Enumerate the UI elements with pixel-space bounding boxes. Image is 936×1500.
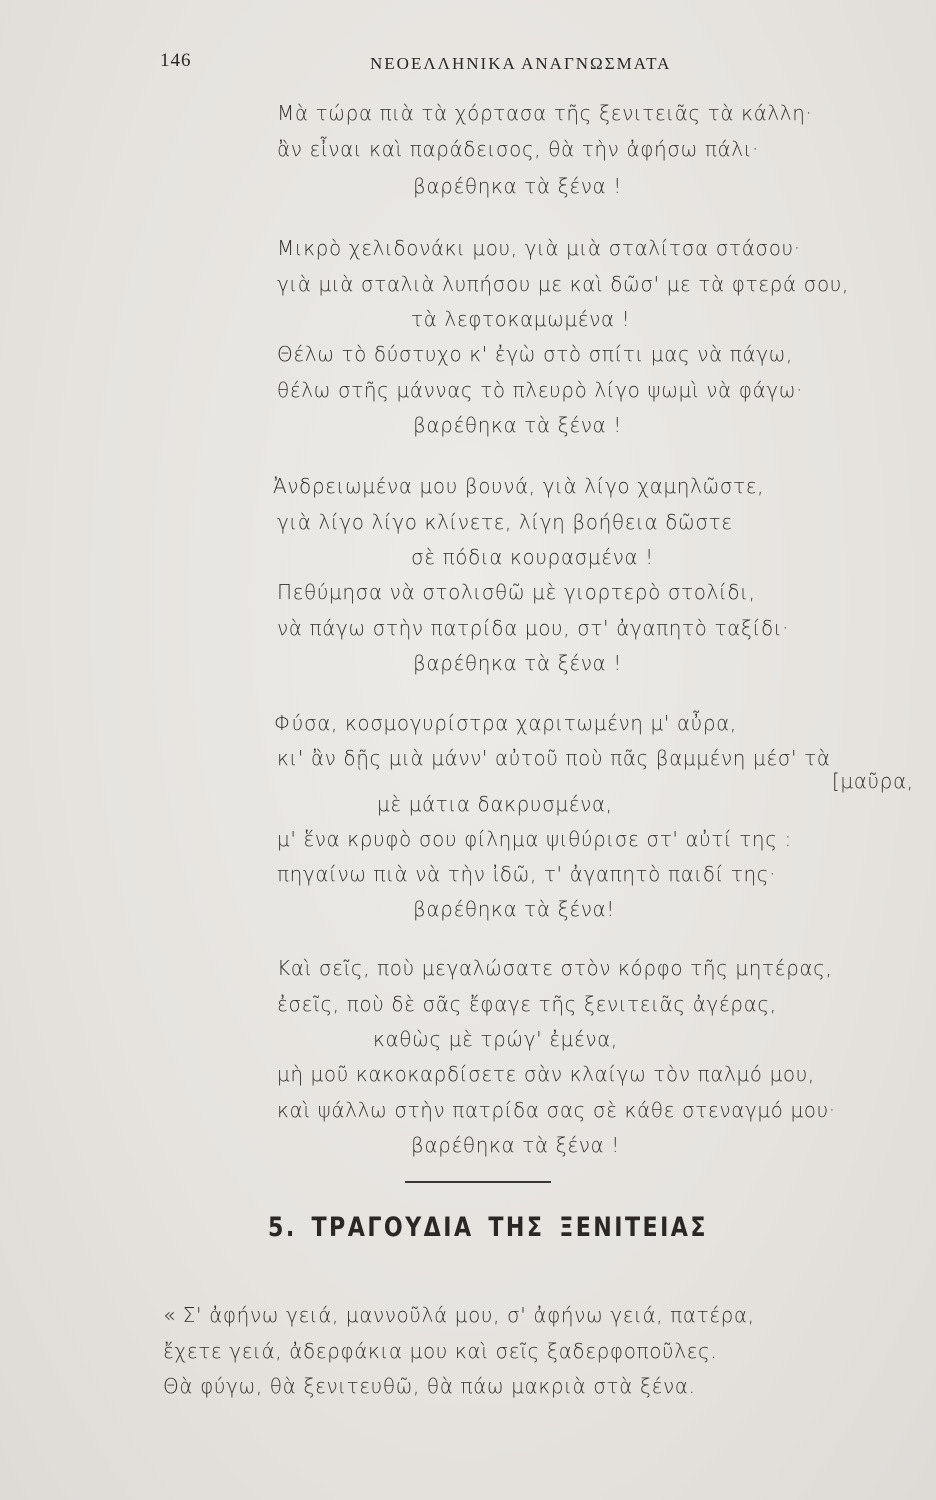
song-line: Θὰ φύγω, θὰ ξενιτευθῶ, θὰ πάω μακριὰ στὰ ξένα.	[163, 1374, 696, 1398]
poem-line: καὶ ψάλλω στὴν πατρίδα σας σὲ κάθε στεναγμό μου·	[277, 1098, 836, 1122]
poem-refrain: τὰ λεφτοκαμωμένα !	[411, 307, 631, 331]
poem-line: κι' ἂν δῇς μιὰ μάνν' αὐτοῦ ποὺ πᾶς βαμμένη μέσ' τὰ	[277, 746, 831, 770]
poem-refrain: βαρέθηκα τὰ ξένα !	[413, 413, 622, 437]
section-title-word: ΤΗΣ	[488, 1212, 545, 1243]
poem-line: θέλω στῆς μάννας τὸ πλευρὸ λίγο ψωμὶ νὰ φάγω·	[277, 378, 804, 402]
poem-line: πηγαίνω πιὰ νὰ τὴν ἰδῶ, τ' ἀγαπητὸ παιδί της·	[277, 862, 777, 886]
poem-line: νὰ πάγω στὴν πατρίδα μου, στ' ἀγαπητὸ ταξίδι·	[277, 616, 790, 640]
running-head: ΝΕΟΕΛΛΗΝΙΚΑ ΑΝΑΓΝΩΣΜΑΤΑ	[370, 54, 672, 73]
poem-line: ἂν εἶναι καὶ παράδεισος, θὰ τὴν ἀφήσω πάλι·	[277, 137, 760, 161]
poem-refrain: καθὼς μὲ τρώγ' ἐμένα,	[373, 1027, 618, 1051]
section-title-word: ΤΡΑΓΟΥΔΙΑ	[311, 1212, 474, 1243]
page-header	[0, 50, 936, 80]
poem-line: Μικρὸ χελιδονάκι μου, γιὰ μιὰ σταλίτσα στάσου·	[277, 236, 801, 260]
poem-line-continuation: [μαῦρα,	[832, 769, 914, 793]
song-line: « Σ' ἀφήνω γειά, μαννοῦλά μου, σ' ἀφήνω γειά, πατέρα,	[163, 1303, 755, 1327]
poem-line: Θέλω τὸ δύστυχο κ' ἐγὼ στὸ σπίτι μας νὰ πάγω,	[277, 342, 793, 366]
poem-refrain: βαρέθηκα τὰ ξένα !	[413, 174, 622, 198]
poem-line: Μὰ τώρα πιὰ τὰ χόρτασα τῆς ξενιτειᾶς τὰ κάλλη·	[277, 101, 813, 125]
poem-refrain: βαρέθηκα τὰ ξένα!	[413, 897, 615, 921]
poem-refrain: σὲ πόδια κουρασμένα !	[411, 545, 654, 569]
poem-line: μὴ μοῦ κακοκαρδίσετε σὰν κλαίγω τὸν παλμό μου,	[277, 1062, 815, 1086]
poem-line: γιὰ μιὰ σταλιὰ λυπήσου με καὶ δῶσ' με τὰ φτερά σου,	[277, 272, 849, 296]
poem-line: ἐσεῖς, ποὺ δὲ σᾶς ἔφαγε τῆς ξενιτειᾶς ἀγέρας,	[277, 992, 777, 1016]
poem-line: μ' ἕνα κρυφὸ σου φίλημα ψιθύρισε στ' αὐτί της :	[277, 827, 792, 851]
poem-line: Πεθύμησα νὰ στολισθῶ μὲ γιορτερὸ στολίδι,	[277, 580, 756, 604]
section-heading	[268, 1212, 708, 1243]
section-divider	[405, 1181, 551, 1183]
poem-refrain: βαρέθηκα τὰ ξένα !	[411, 1133, 620, 1157]
poem-line: γιὰ λίγο λίγο κλίνετε, λίγη βοήθεια δῶστε	[277, 510, 733, 534]
poem-line: Φύσα, κοσμογυρίστρα χαριτωμένη μ' αὖρα,	[274, 711, 737, 735]
poem-line: Ἀνδρειωμένα μου βουνά, γιὰ λίγο χαμηλῶστε,	[273, 474, 765, 498]
section-number: 5.	[268, 1212, 297, 1243]
poem-line: Καὶ σεῖς, ποὺ μεγαλώσατε στὸν κόρφο τῆς μητέρας,	[277, 956, 833, 980]
song-line: ἔχετε γειά, ἀδερφάκια μου καὶ σεῖς ξαδερφοποῦλες.	[163, 1339, 718, 1363]
poem-line: μὲ μάτια δακρυσμένα,	[377, 792, 613, 816]
page-number: 146	[160, 50, 192, 71]
poem-refrain: βαρέθηκα τὰ ξένα !	[413, 651, 622, 675]
section-title-word: ΞΕΝΙΤΕΙΑΣ	[559, 1212, 708, 1243]
